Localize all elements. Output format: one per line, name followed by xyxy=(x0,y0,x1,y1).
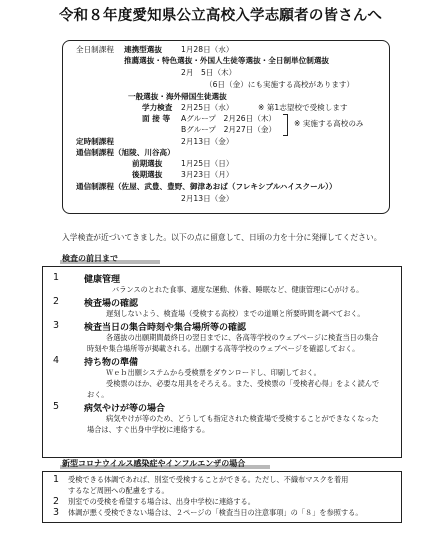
suisen-date: 2月 5日（木） xyxy=(181,68,237,77)
kouki-label: 後期選抜 xyxy=(132,170,163,179)
renkeigata-date: 1月28日（水） xyxy=(181,45,234,54)
mensetsu-label: 面 接 等 xyxy=(142,114,171,123)
item-body: 遅刻しないよう、検査場（受検する高校）までの道順と所要時間を調べておく。 xyxy=(106,309,365,318)
mensetsu-brace xyxy=(283,114,288,136)
date-0213-b: 2月13日（金） xyxy=(181,194,234,203)
zenki-date: 1月25日（日） xyxy=(181,159,234,168)
item-body: 場合は、すぐ出身中学校に連絡する。 xyxy=(87,425,210,434)
item-body: Ｗｅｂ出願システムから受検票をダウンロードし、印刷しておく。 xyxy=(106,368,321,377)
intro-text: 入学検査が近づいてきました。以下の点に留意して、日頃の力を十分に発揮してください。 xyxy=(62,233,382,242)
item-title: 検査場の確認 xyxy=(84,299,139,309)
ippan-label: 一般選抜・海外帰国生徒選抜 xyxy=(128,92,227,101)
item-number: 3 xyxy=(53,507,60,518)
item-number: 1 xyxy=(53,474,60,485)
tsushin2-label: 通信制課程（佐屋、武豊、豊野、御津あおば（フレキシブルハイスクール）） xyxy=(76,182,337,191)
item-number: 3 xyxy=(53,320,60,331)
section2-header: 新型コロナウイルス感染症やインフルエンザの場合 xyxy=(62,459,246,468)
page-title: 令和８年度愛知県公立高校入学志願者の皆さんへ xyxy=(58,8,383,24)
gakuryoku-label: 学力検査 xyxy=(142,103,173,112)
item-body: 別室での受検を希望する場合は、出身中学校に連絡する。 xyxy=(68,497,255,506)
item-body: 時刻や集合場所等が掲載される。出願する高等学校のウェブページを確認しておく。 xyxy=(87,344,360,353)
gakuryoku-date: 2月25日（水） xyxy=(181,103,234,112)
item-body: バランスのとれた食事、適度な運動、休養、睡眠など、健康管理に心がける。 xyxy=(112,285,364,294)
item-number: 2 xyxy=(53,496,60,507)
item-body: おく。 xyxy=(87,390,109,399)
mensetsu-group-a: Aグループ 2月26日（木） xyxy=(181,114,277,123)
zennichi-label: 全日制課程 xyxy=(76,45,114,54)
gakuryoku-note: ※ 第1志望校で受検します xyxy=(258,103,348,112)
mensetsu-group-b: Bグループ 2月27日（金） xyxy=(181,125,277,134)
item-title: 検査当日の集合時刻や集合場所等の確認 xyxy=(84,323,247,333)
item-title: 健康管理 xyxy=(84,275,121,285)
renkeigata-label: 連携型選抜 xyxy=(124,45,162,54)
item-body: 各選抜の出願期間最終日の翌日までに、各高等学校のウェブページに検査当日の集合 xyxy=(106,333,379,342)
tsushin1-label: 通信制課程（旭陵、川谷高） xyxy=(76,148,175,157)
mensetsu-note: ※ 実施する高校のみ xyxy=(294,119,364,128)
teiji-label: 定時制課程 xyxy=(76,137,114,146)
item-body: 病気やけが等のため、どうしても指定された検査場で受検することができなくなった xyxy=(106,414,379,423)
item-number: 4 xyxy=(53,355,60,366)
zenki-label: 前期選抜 xyxy=(132,159,163,168)
item-body: 受検票のほか、必要な用具をそろえる。また、受検票の「受検者心得」をよく読んで xyxy=(106,379,380,388)
date-0213-a: 2月13日（金） xyxy=(181,137,234,146)
suisen-date-note: （6日（金）にも実施する高校があります） xyxy=(205,80,355,89)
item-body: するなど周囲への配慮をする。 xyxy=(68,486,169,495)
suisen-label: 推薦選抜・特色選抜・外国人生徒等選抜・全日制単位制選抜 xyxy=(124,56,330,65)
item-body: 受検できる体調であれば、別室で受検することができる。ただし、不織布マスクを着用 xyxy=(68,475,349,484)
kouki-date: 3月23日（月） xyxy=(181,170,234,179)
item-title: 病気やけが等の場合 xyxy=(84,404,166,414)
item-number: 2 xyxy=(53,296,60,307)
item-number: 5 xyxy=(53,401,60,412)
item-title: 持ち物の準備 xyxy=(84,358,139,368)
item-number: 1 xyxy=(53,272,60,283)
item-body: 体調が悪く受検できない場合は、２ページの「検査当日の注意事項」の「８」を参照する。 xyxy=(68,508,363,517)
section1-header: 検査の前日まで xyxy=(62,254,118,263)
